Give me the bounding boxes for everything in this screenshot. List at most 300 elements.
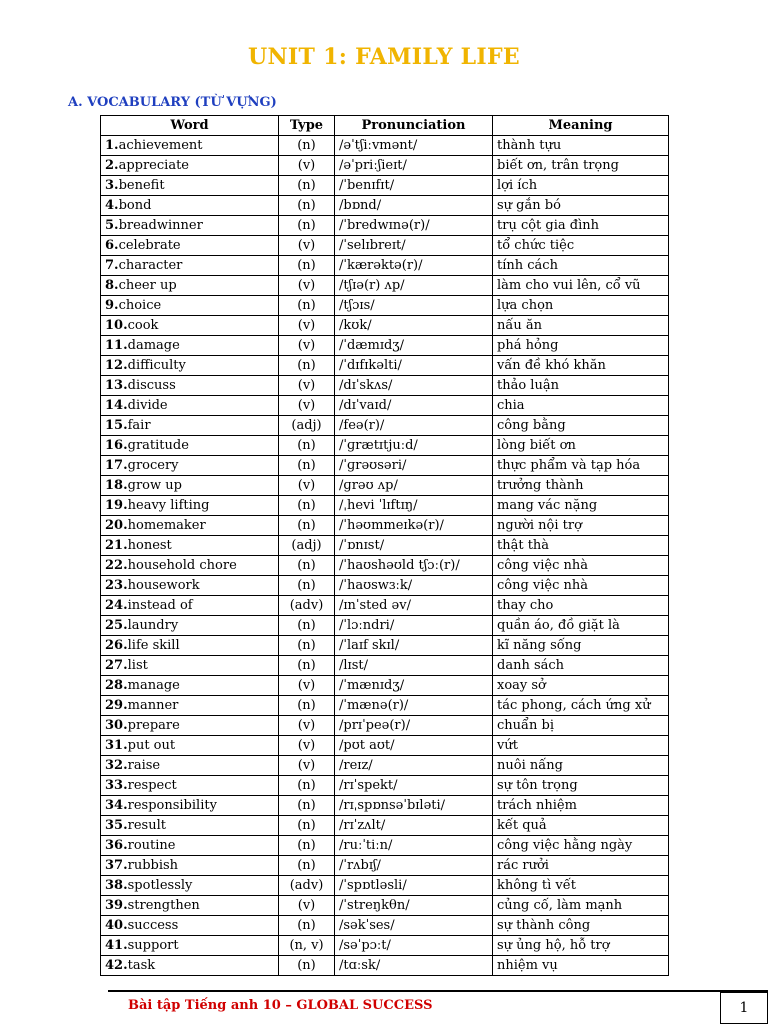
pronunciation-cell: /ˈselɪbreɪt/ bbox=[335, 236, 493, 256]
meaning-cell: chia bbox=[493, 396, 669, 416]
word-text: difficulty bbox=[127, 357, 186, 373]
table-row bbox=[101, 136, 669, 156]
word-cell bbox=[101, 336, 279, 356]
word-cell bbox=[101, 896, 279, 916]
type-cell: (n) bbox=[279, 616, 335, 636]
meaning-cell: lòng biết ơn bbox=[493, 436, 669, 456]
row-number: 10. bbox=[105, 317, 128, 333]
pronunciation-cell: /ruːˈtiːn/ bbox=[335, 836, 493, 856]
type-cell: (n) bbox=[279, 176, 335, 196]
table-row bbox=[101, 276, 669, 296]
word-text: manner bbox=[127, 697, 179, 713]
footer-text: Bài tập Tiếng anh 10 – GLOBAL SUCCESS bbox=[128, 998, 433, 1013]
word-text: celebrate bbox=[118, 237, 181, 253]
word-cell bbox=[101, 296, 279, 316]
row-number: 42. bbox=[105, 957, 128, 973]
word-text: list bbox=[127, 657, 148, 673]
type-cell: (v) bbox=[279, 756, 335, 776]
type-cell: (v) bbox=[279, 476, 335, 496]
pronunciation-cell: /ˈbenɪfɪt/ bbox=[335, 176, 493, 196]
meaning-cell: biết ơn, trân trọng bbox=[493, 156, 669, 176]
meaning-cell: sự gắn bó bbox=[493, 196, 669, 216]
word-cell bbox=[101, 356, 279, 376]
row-number: 15. bbox=[105, 417, 128, 433]
table-row bbox=[101, 376, 669, 396]
type-cell: (n) bbox=[279, 576, 335, 596]
meaning-cell: sự ủng hộ, hỗ trợ bbox=[493, 936, 669, 956]
pronunciation-cell: /lɪst/ bbox=[335, 656, 493, 676]
word-text: put out bbox=[127, 737, 176, 753]
type-cell: (n) bbox=[279, 656, 335, 676]
type-cell: (v) bbox=[279, 156, 335, 176]
word-text: respect bbox=[127, 777, 177, 793]
pronunciation-cell: /ˈbredwɪnə(r)/ bbox=[335, 216, 493, 236]
word-cell bbox=[101, 416, 279, 436]
row-number: 5. bbox=[105, 217, 119, 233]
word-text: divide bbox=[127, 397, 168, 413]
meaning-cell: danh sách bbox=[493, 656, 669, 676]
word-text: spotlessly bbox=[127, 877, 193, 893]
row-number: 13. bbox=[105, 377, 128, 393]
table-row bbox=[101, 556, 669, 576]
pronunciation-cell: /səkˈses/ bbox=[335, 916, 493, 936]
pronunciation-cell: /ˈmænə(r)/ bbox=[335, 696, 493, 716]
table-header-row bbox=[101, 116, 669, 136]
word-cell bbox=[101, 636, 279, 656]
word-cell bbox=[101, 696, 279, 716]
word-cell bbox=[101, 316, 279, 336]
table-row bbox=[101, 416, 669, 436]
pronunciation-cell: /ˈkærəktə(r)/ bbox=[335, 256, 493, 276]
word-text: task bbox=[127, 957, 156, 973]
table-row bbox=[101, 796, 669, 816]
pronunciation-cell: /dɪˈskʌs/ bbox=[335, 376, 493, 396]
page-title: UNIT 1: FAMILY LIFE bbox=[247, 44, 521, 70]
type-cell: (adj) bbox=[279, 416, 335, 436]
table-row bbox=[101, 496, 669, 516]
word-text: character bbox=[118, 257, 183, 273]
pronunciation-cell: /tʃɔɪs/ bbox=[335, 296, 493, 316]
type-cell: (adv) bbox=[279, 876, 335, 896]
row-number: 27. bbox=[105, 657, 128, 673]
word-text: discuss bbox=[127, 377, 176, 393]
type-cell: (n) bbox=[279, 436, 335, 456]
table-row bbox=[101, 236, 669, 256]
pronunciation-cell: /prɪˈpeə(r)/ bbox=[335, 716, 493, 736]
row-number: 36. bbox=[105, 837, 128, 853]
word-cell bbox=[101, 216, 279, 236]
page-number: 1 bbox=[720, 992, 768, 1024]
word-cell bbox=[101, 876, 279, 896]
word-cell bbox=[101, 616, 279, 636]
word-cell bbox=[101, 516, 279, 536]
pronunciation-cell: /tʃɪə(r) ʌp/ bbox=[335, 276, 493, 296]
word-text: result bbox=[127, 817, 166, 833]
row-number: 39. bbox=[105, 897, 128, 913]
word-text: laundry bbox=[127, 617, 179, 633]
type-cell: (v) bbox=[279, 896, 335, 916]
word-cell bbox=[101, 916, 279, 936]
word-cell bbox=[101, 496, 279, 516]
word-cell bbox=[101, 736, 279, 756]
pronunciation-cell: /ˈmænɪdʒ/ bbox=[335, 676, 493, 696]
table-row bbox=[101, 336, 669, 356]
word-text: heavy lifting bbox=[127, 497, 210, 513]
pronunciation-cell: /əˈpriːʃieɪt/ bbox=[335, 156, 493, 176]
vocabulary-table-body bbox=[101, 136, 669, 976]
table-row bbox=[101, 396, 669, 416]
type-cell: (n) bbox=[279, 956, 335, 976]
pronunciation-cell: /ˈɒnɪst/ bbox=[335, 536, 493, 556]
pronunciation-cell: /bɒnd/ bbox=[335, 196, 493, 216]
meaning-cell: thực phẩm và tạp hóa bbox=[493, 456, 669, 476]
table-row bbox=[101, 316, 669, 336]
table-row bbox=[101, 156, 669, 176]
table-row bbox=[101, 856, 669, 876]
type-cell: (n) bbox=[279, 256, 335, 276]
word-text: responsibility bbox=[127, 797, 217, 813]
pronunciation-cell: /ˈɡrəʊsəri/ bbox=[335, 456, 493, 476]
pronunciation-cell: /ˌhevi ˈlɪftɪŋ/ bbox=[335, 496, 493, 516]
pronunciation-cell: /ˈlaɪf skɪl/ bbox=[335, 636, 493, 656]
word-text: support bbox=[127, 937, 179, 953]
row-number: 12. bbox=[105, 357, 128, 373]
meaning-cell: kết quả bbox=[493, 816, 669, 836]
table-row bbox=[101, 356, 669, 376]
meaning-cell: thật thà bbox=[493, 536, 669, 556]
pronunciation-cell: /əˈtʃiːvmənt/ bbox=[335, 136, 493, 156]
meaning-cell: làm cho vui lên, cổ vũ bbox=[493, 276, 669, 296]
row-number: 30. bbox=[105, 717, 128, 733]
type-cell: (v) bbox=[279, 676, 335, 696]
table-row bbox=[101, 596, 669, 616]
type-cell: (n) bbox=[279, 356, 335, 376]
meaning-cell: công bằng bbox=[493, 416, 669, 436]
meaning-cell: sự thành công bbox=[493, 916, 669, 936]
word-cell bbox=[101, 836, 279, 856]
row-number: 17. bbox=[105, 457, 128, 473]
type-cell: (n, v) bbox=[279, 936, 335, 956]
word-cell bbox=[101, 796, 279, 816]
word-cell bbox=[101, 276, 279, 296]
word-text: strengthen bbox=[127, 897, 200, 913]
pronunciation-cell: /ɪnˈsted əv/ bbox=[335, 596, 493, 616]
table-row bbox=[101, 476, 669, 496]
type-cell: (n) bbox=[279, 636, 335, 656]
meaning-cell: nhiệm vụ bbox=[493, 956, 669, 976]
word-text: raise bbox=[127, 757, 161, 773]
row-number: 20. bbox=[105, 517, 128, 533]
meaning-cell: phá hỏng bbox=[493, 336, 669, 356]
pronunciation-cell: /kʊk/ bbox=[335, 316, 493, 336]
table-row bbox=[101, 736, 669, 756]
pronunciation-cell: /dɪˈvaɪd/ bbox=[335, 396, 493, 416]
row-number: 19. bbox=[105, 497, 128, 513]
row-number: 26. bbox=[105, 637, 128, 653]
word-text: damage bbox=[127, 337, 180, 353]
type-cell: (n) bbox=[279, 496, 335, 516]
pronunciation-cell: /ˈhaʊshəʊld tʃɔː(r)/ bbox=[335, 556, 493, 576]
meaning-cell: trưởng thành bbox=[493, 476, 669, 496]
table-row bbox=[101, 216, 669, 236]
word-text: manage bbox=[127, 677, 180, 693]
table-row bbox=[101, 836, 669, 856]
table-row bbox=[101, 656, 669, 676]
table-row bbox=[101, 916, 669, 936]
table-row bbox=[101, 676, 669, 696]
table-row bbox=[101, 716, 669, 736]
row-number: 22. bbox=[105, 557, 128, 573]
type-cell: (n) bbox=[279, 796, 335, 816]
word-cell bbox=[101, 396, 279, 416]
word-text: life skill bbox=[127, 637, 180, 653]
row-number: 6. bbox=[105, 237, 119, 253]
column-header-pronunciation: Pronunciation bbox=[335, 116, 493, 136]
type-cell: (v) bbox=[279, 736, 335, 756]
meaning-cell: công việc nhà bbox=[493, 576, 669, 596]
word-cell bbox=[101, 656, 279, 676]
row-number: 28. bbox=[105, 677, 128, 693]
word-text: household chore bbox=[127, 557, 237, 573]
row-number: 8. bbox=[105, 277, 119, 293]
meaning-cell: chuẩn bị bbox=[493, 716, 669, 736]
type-cell: (v) bbox=[279, 716, 335, 736]
pronunciation-cell: /feə(r)/ bbox=[335, 416, 493, 436]
row-number: 41. bbox=[105, 937, 128, 953]
type-cell: (n) bbox=[279, 516, 335, 536]
table-row bbox=[101, 176, 669, 196]
row-number: 3. bbox=[105, 177, 119, 193]
meaning-cell: không tì vết bbox=[493, 876, 669, 896]
footer-divider bbox=[108, 990, 768, 992]
meaning-cell: người nội trợ bbox=[493, 516, 669, 536]
type-cell: (n) bbox=[279, 916, 335, 936]
meaning-cell: nuôi nấng bbox=[493, 756, 669, 776]
table-row bbox=[101, 616, 669, 636]
type-cell: (v) bbox=[279, 316, 335, 336]
type-cell: (n) bbox=[279, 556, 335, 576]
table-row bbox=[101, 636, 669, 656]
table-row bbox=[101, 876, 669, 896]
meaning-cell: sự tôn trọng bbox=[493, 776, 669, 796]
meaning-cell: trách nhiệm bbox=[493, 796, 669, 816]
pronunciation-cell: /ˈspɒtləsli/ bbox=[335, 876, 493, 896]
type-cell: (adv) bbox=[279, 596, 335, 616]
table-row bbox=[101, 776, 669, 796]
table-row bbox=[101, 536, 669, 556]
type-cell: (v) bbox=[279, 236, 335, 256]
type-cell: (v) bbox=[279, 276, 335, 296]
type-cell: (v) bbox=[279, 376, 335, 396]
meaning-cell: công việc hằng ngày bbox=[493, 836, 669, 856]
table-row bbox=[101, 816, 669, 836]
row-number: 35. bbox=[105, 817, 128, 833]
meaning-cell: lợi ích bbox=[493, 176, 669, 196]
type-cell: (n) bbox=[279, 816, 335, 836]
meaning-cell: công việc nhà bbox=[493, 556, 669, 576]
word-cell bbox=[101, 436, 279, 456]
pronunciation-cell: /pʊt aʊt/ bbox=[335, 736, 493, 756]
type-cell: (adj) bbox=[279, 536, 335, 556]
row-number: 33. bbox=[105, 777, 128, 793]
word-cell bbox=[101, 376, 279, 396]
column-header-word: Word bbox=[101, 116, 279, 136]
word-cell bbox=[101, 756, 279, 776]
table-row bbox=[101, 196, 669, 216]
meaning-cell: tính cách bbox=[493, 256, 669, 276]
table-row bbox=[101, 956, 669, 976]
word-text: breadwinner bbox=[118, 217, 203, 233]
table-row bbox=[101, 576, 669, 596]
word-cell bbox=[101, 156, 279, 176]
meaning-cell: củng cố, làm mạnh bbox=[493, 896, 669, 916]
word-text: homemaker bbox=[127, 517, 206, 533]
meaning-cell: vứt bbox=[493, 736, 669, 756]
word-text: rubbish bbox=[127, 857, 179, 873]
section-heading: A. VOCABULARY (TỪ VỰNG) bbox=[68, 95, 277, 110]
row-number: 40. bbox=[105, 917, 128, 933]
word-cell bbox=[101, 676, 279, 696]
pronunciation-cell: /tɑːsk/ bbox=[335, 956, 493, 976]
word-text: success bbox=[127, 917, 179, 933]
meaning-cell: tác phong, cách ứng xử bbox=[493, 696, 669, 716]
pronunciation-cell: /rɪˈzʌlt/ bbox=[335, 816, 493, 836]
word-cell bbox=[101, 556, 279, 576]
row-number: 24. bbox=[105, 597, 128, 613]
meaning-cell: xoay sở bbox=[493, 676, 669, 696]
pronunciation-cell: /ˈstreŋkθn/ bbox=[335, 896, 493, 916]
row-number: 25. bbox=[105, 617, 128, 633]
word-cell bbox=[101, 856, 279, 876]
pronunciation-cell: /ˈrʌbɪʃ/ bbox=[335, 856, 493, 876]
word-cell bbox=[101, 936, 279, 956]
word-cell bbox=[101, 136, 279, 156]
meaning-cell: tổ chức tiệc bbox=[493, 236, 669, 256]
word-cell bbox=[101, 956, 279, 976]
row-number: 11. bbox=[105, 337, 128, 353]
table-row bbox=[101, 256, 669, 276]
row-number: 4. bbox=[105, 197, 119, 213]
table-row bbox=[101, 696, 669, 716]
table-row bbox=[101, 436, 669, 456]
table-row bbox=[101, 936, 669, 956]
column-header-meaning: Meaning bbox=[493, 116, 669, 136]
meaning-cell: nấu ăn bbox=[493, 316, 669, 336]
word-cell bbox=[101, 236, 279, 256]
meaning-cell: lựa chọn bbox=[493, 296, 669, 316]
row-number: 14. bbox=[105, 397, 128, 413]
word-cell bbox=[101, 196, 279, 216]
table-row bbox=[101, 516, 669, 536]
word-text: achievement bbox=[118, 137, 203, 153]
word-cell bbox=[101, 776, 279, 796]
word-text: benefit bbox=[118, 177, 165, 193]
row-number: 31. bbox=[105, 737, 128, 753]
word-text: instead of bbox=[127, 597, 193, 613]
word-text: grow up bbox=[127, 477, 182, 493]
table-row bbox=[101, 896, 669, 916]
table-row bbox=[101, 456, 669, 476]
word-text: appreciate bbox=[118, 157, 189, 173]
meaning-cell: thành tựu bbox=[493, 136, 669, 156]
word-cell bbox=[101, 576, 279, 596]
word-text: choice bbox=[118, 297, 162, 313]
row-number: 29. bbox=[105, 697, 128, 713]
vocabulary-table bbox=[100, 115, 669, 976]
word-text: cheer up bbox=[118, 277, 177, 293]
pronunciation-cell: /rɪˈspekt/ bbox=[335, 776, 493, 796]
pronunciation-cell: /rɪˌspɒnsəˈbɪləti/ bbox=[335, 796, 493, 816]
word-text: prepare bbox=[127, 717, 180, 733]
meaning-cell: rác rưởi bbox=[493, 856, 669, 876]
word-cell bbox=[101, 536, 279, 556]
type-cell: (n) bbox=[279, 856, 335, 876]
meaning-cell: vấn đề khó khăn bbox=[493, 356, 669, 376]
pronunciation-cell: /ˈdæmɪdʒ/ bbox=[335, 336, 493, 356]
type-cell: (n) bbox=[279, 296, 335, 316]
row-number: 32. bbox=[105, 757, 128, 773]
meaning-cell: kĩ năng sống bbox=[493, 636, 669, 656]
column-header-type: Type bbox=[279, 116, 335, 136]
meaning-cell: quần áo, đồ giặt là bbox=[493, 616, 669, 636]
word-cell bbox=[101, 176, 279, 196]
row-number: 7. bbox=[105, 257, 119, 273]
type-cell: (n) bbox=[279, 196, 335, 216]
meaning-cell: thay cho bbox=[493, 596, 669, 616]
word-cell bbox=[101, 476, 279, 496]
row-number: 23. bbox=[105, 577, 128, 593]
pronunciation-cell: /reɪz/ bbox=[335, 756, 493, 776]
word-text: honest bbox=[127, 537, 172, 553]
type-cell: (v) bbox=[279, 336, 335, 356]
row-number: 38. bbox=[105, 877, 128, 893]
type-cell: (n) bbox=[279, 456, 335, 476]
pronunciation-cell: /ˈɡrætɪtjuːd/ bbox=[335, 436, 493, 456]
word-cell bbox=[101, 256, 279, 276]
word-text: bond bbox=[118, 197, 152, 213]
word-text: fair bbox=[127, 417, 151, 433]
pronunciation-cell: /ˈlɔːndri/ bbox=[335, 616, 493, 636]
pronunciation-cell: /ˈhaʊswɜːk/ bbox=[335, 576, 493, 596]
word-cell bbox=[101, 716, 279, 736]
word-cell bbox=[101, 596, 279, 616]
type-cell: (n) bbox=[279, 696, 335, 716]
row-number: 34. bbox=[105, 797, 128, 813]
type-cell: (n) bbox=[279, 216, 335, 236]
meaning-cell: mang vác nặng bbox=[493, 496, 669, 516]
pronunciation-cell: /ɡrəʊ ʌp/ bbox=[335, 476, 493, 496]
meaning-cell: trụ cột gia đình bbox=[493, 216, 669, 236]
table-row bbox=[101, 756, 669, 776]
pronunciation-cell: /səˈpɔːt/ bbox=[335, 936, 493, 956]
row-number: 37. bbox=[105, 857, 128, 873]
row-number: 2. bbox=[105, 157, 119, 173]
row-number: 1. bbox=[105, 137, 119, 153]
type-cell: (n) bbox=[279, 836, 335, 856]
type-cell: (n) bbox=[279, 136, 335, 156]
word-text: routine bbox=[127, 837, 176, 853]
type-cell: (n) bbox=[279, 776, 335, 796]
word-text: cook bbox=[127, 317, 159, 333]
word-text: gratitude bbox=[127, 437, 189, 453]
meaning-cell: thảo luận bbox=[493, 376, 669, 396]
row-number: 18. bbox=[105, 477, 128, 493]
word-text: housework bbox=[127, 577, 200, 593]
table-row bbox=[101, 296, 669, 316]
word-text: grocery bbox=[127, 457, 179, 473]
pronunciation-cell: /ˈdɪfɪkəlti/ bbox=[335, 356, 493, 376]
word-cell bbox=[101, 456, 279, 476]
